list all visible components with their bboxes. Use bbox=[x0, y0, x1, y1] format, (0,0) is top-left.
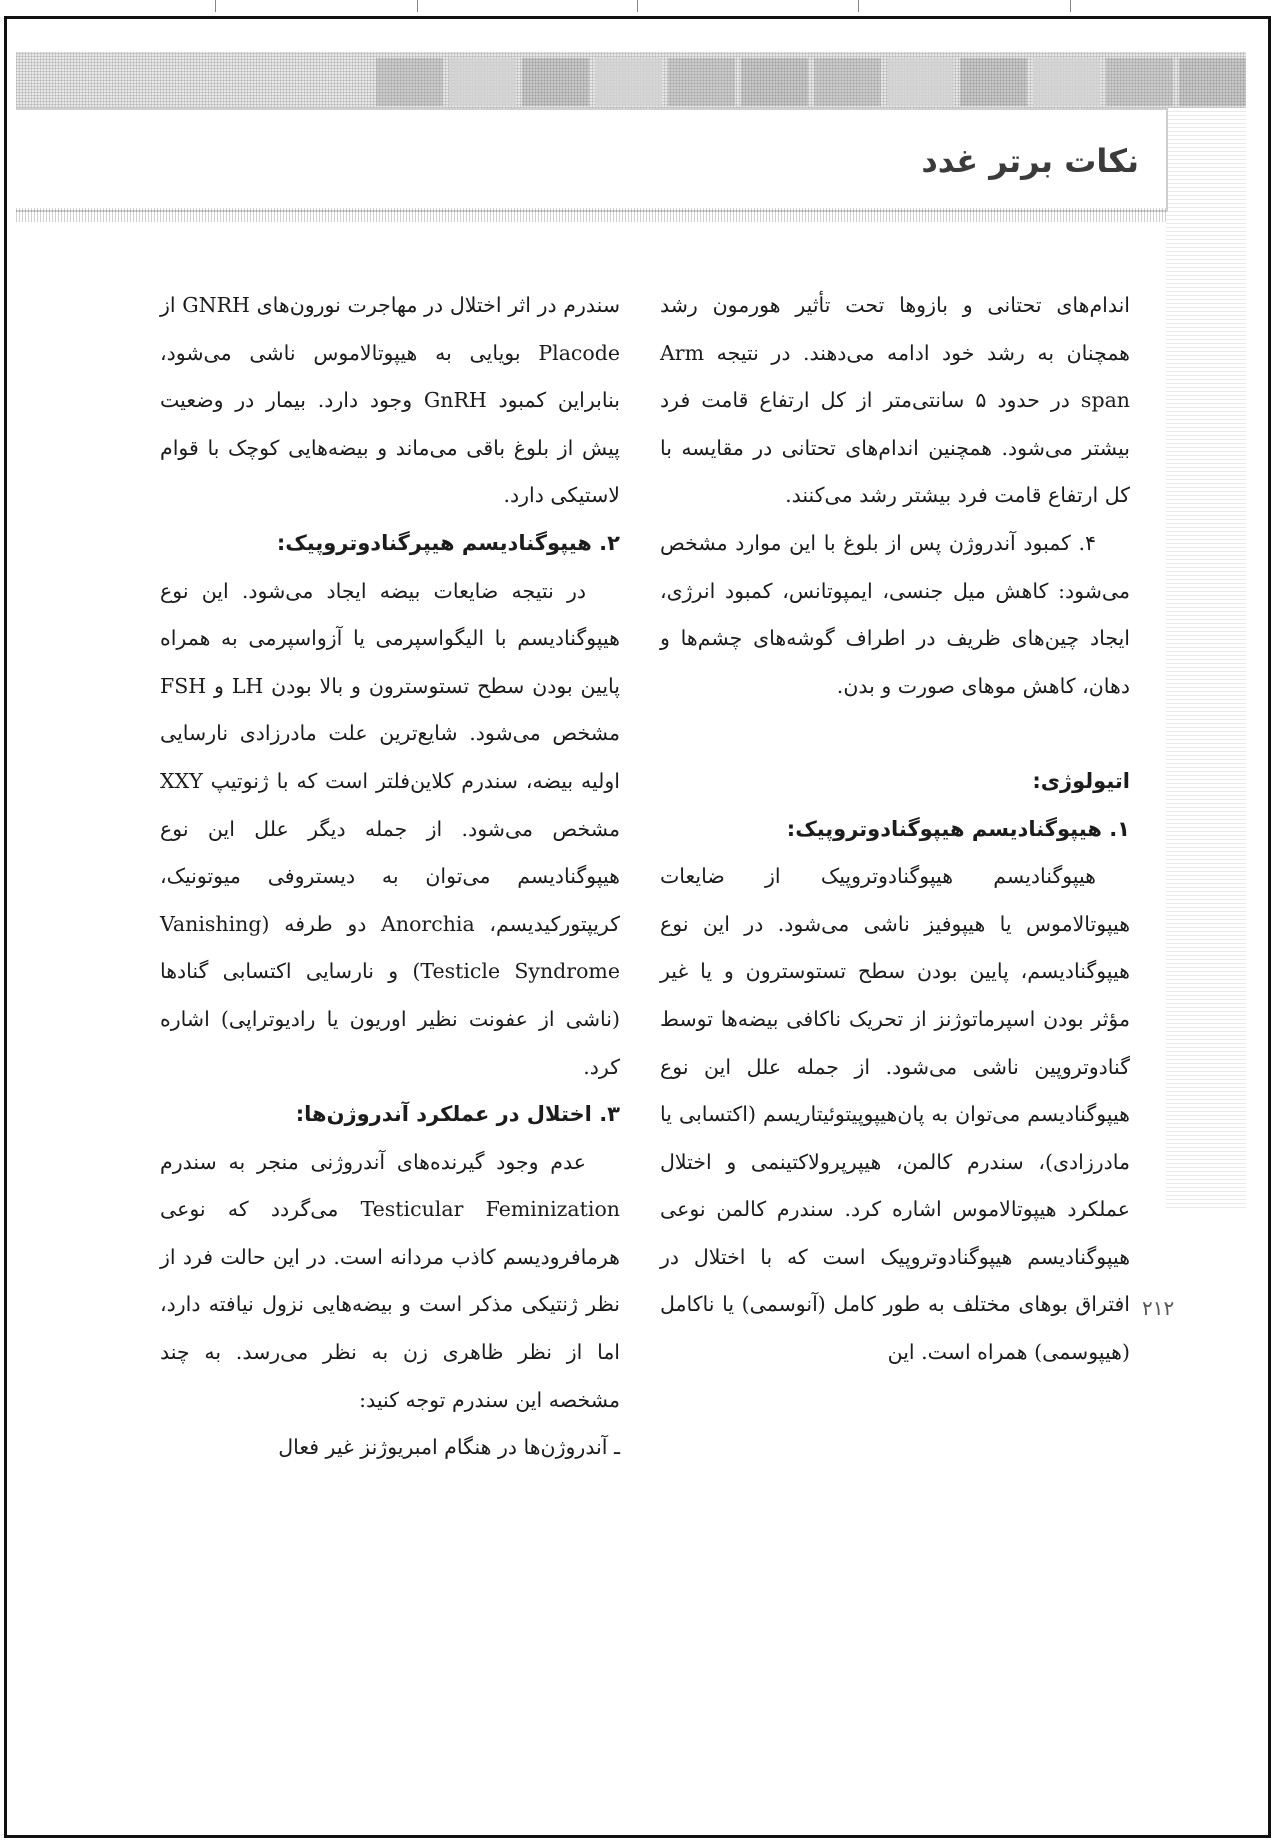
paragraph: عدم وجود گیرنده‌های آندروژنی منجر به سندرم Testicular Feminization می‌گردد که نوعی هرمافرودیسم کاذب مردانه است. در این حالت فرد از نظر ژنتیکی مذکر است و بیضه‌هایی نزول نیافته دارد، اما از نظر ظاهری زن به نظر می‌رسد. به چند مشخصه این سندرم توجه کنید: bbox=[160, 1149, 620, 1412]
paragraph: ۴. کمبود آندروژن پس از بلوغ با این موارد مشخص می‌شود: کاهش میل جنسی، ایمپوتانس، کمبود انرژی، ایجاد چین‌های ظریف در اطراف گوشه‌های چشم‌ها و دهان، کاهش موهای صورت و بدن. bbox=[660, 530, 1130, 698]
section-heading-etiology: اتیولوژی: bbox=[1032, 768, 1130, 793]
subheading-hypergonadotropic: ۲. هیپوگنادیسم هیپرگنادوتروپیک: bbox=[276, 530, 620, 555]
subheading-hypogonadotropic: ۱. هیپوگنادیسم هیپوگنادوتروپیک: bbox=[786, 816, 1130, 841]
side-shade-strip bbox=[1166, 108, 1246, 1208]
page-number: ۲۱۲ bbox=[1142, 1296, 1175, 1320]
left-column bbox=[160, 282, 620, 1472]
paragraph: سندرم در اثر اختلال در مهاجرت نورون‌های GNRH از Placode بویایی به هیپوتالاموس ناشی می‌شود، بنابراین کمبود GnRH وجود دارد. بیمار در وضعیت پیش از بلوغ باقی می‌ماند و بیضه‌هایی کوچک با قوام لاستیکی دارد. bbox=[160, 293, 620, 508]
paragraph: در نتیجه ضایعات بیضه ایجاد می‌شود. این نوع هیپوگنادیسم با الیگواسپرمی یا آزواسپرمی به همراه پایین بودن سطح تستوسترون و بالا بودن LH و FSH مشخص می‌شود. شایع‌ترین علت مادرزادی نارسایی اولیه بیضه، سندرم کلاین‌فلتر است که با ژنوتیپ XXY مشخص می‌شود. از جمله دیگر علل این نوع هیپوگنادیسم می‌توان به دیستروفی میوتونیک، کریپتورکیدیسم، Anorchia دو طرفه (Vanishing Testicle Syndrome) و نارسایی اکتسابی گنادها (ناشی از عفونت نظیر اوریون یا رادیوتراپی) اشاره کرد. bbox=[160, 578, 620, 1079]
paragraph: ـ آندروژن‌ها در هنگام امبریوژنز غیر فعال bbox=[278, 1435, 620, 1460]
title-shadow bbox=[16, 208, 1166, 222]
paragraph: اندام‌های تحتانی و بازوها تحت تأثیر هورمون رشد همچنان به رشد خود ادامه می‌دهند. در نتیجه Arm span در حدود ۵ سانتی‌متر از کل ارتفاع قامت فرد بیشتر می‌شود. همچنین اندام‌های تحتانی در مقایسه با کل ارتفاع قامت فرد بیشتر رشد می‌کنند. bbox=[660, 293, 1130, 508]
page-title: نکات برتر غدد bbox=[921, 142, 1139, 180]
header-pattern-banner bbox=[16, 52, 1246, 108]
top-tick-marks bbox=[0, 0, 1279, 14]
right-column bbox=[660, 282, 1130, 1377]
paragraph: هیپوگنادیسم هیپوگنادوتروپیک از ضایعات هیپوتالاموس یا هیپوفیز ناشی می‌شود. در این نوع هیپوگنادیسم، پایین بودن سطح تستوسترون و یا غیر مؤثر بودن اسپرماتوژنز از تحریک ناکافی بیضه‌ها توسط گنادوتروپین ناشی می‌شود. از جمله علل این نوع هیپوگنادیسم می‌توان به پان‌هیپوپیتوئیتاریسم (اکتسابی یا مادرزادی)، سندرم کالمن، هیپرپرولاکتینمی و اختلال عملکرد هیپوتالاموس اشاره کرد. سندرم کالمن نوعی هیپوگنادیسم هیپوگنادوتروپیک است که با اختلال در افتراق بوهای مختلف به طور کامل (آنوسمی) یا ناکامل (هیپوسمی) همراه است. این bbox=[660, 864, 1130, 1365]
subheading-androgen-disorder: ۳. اختلال در عملکرد آندروژن‌ها: bbox=[295, 1102, 620, 1127]
